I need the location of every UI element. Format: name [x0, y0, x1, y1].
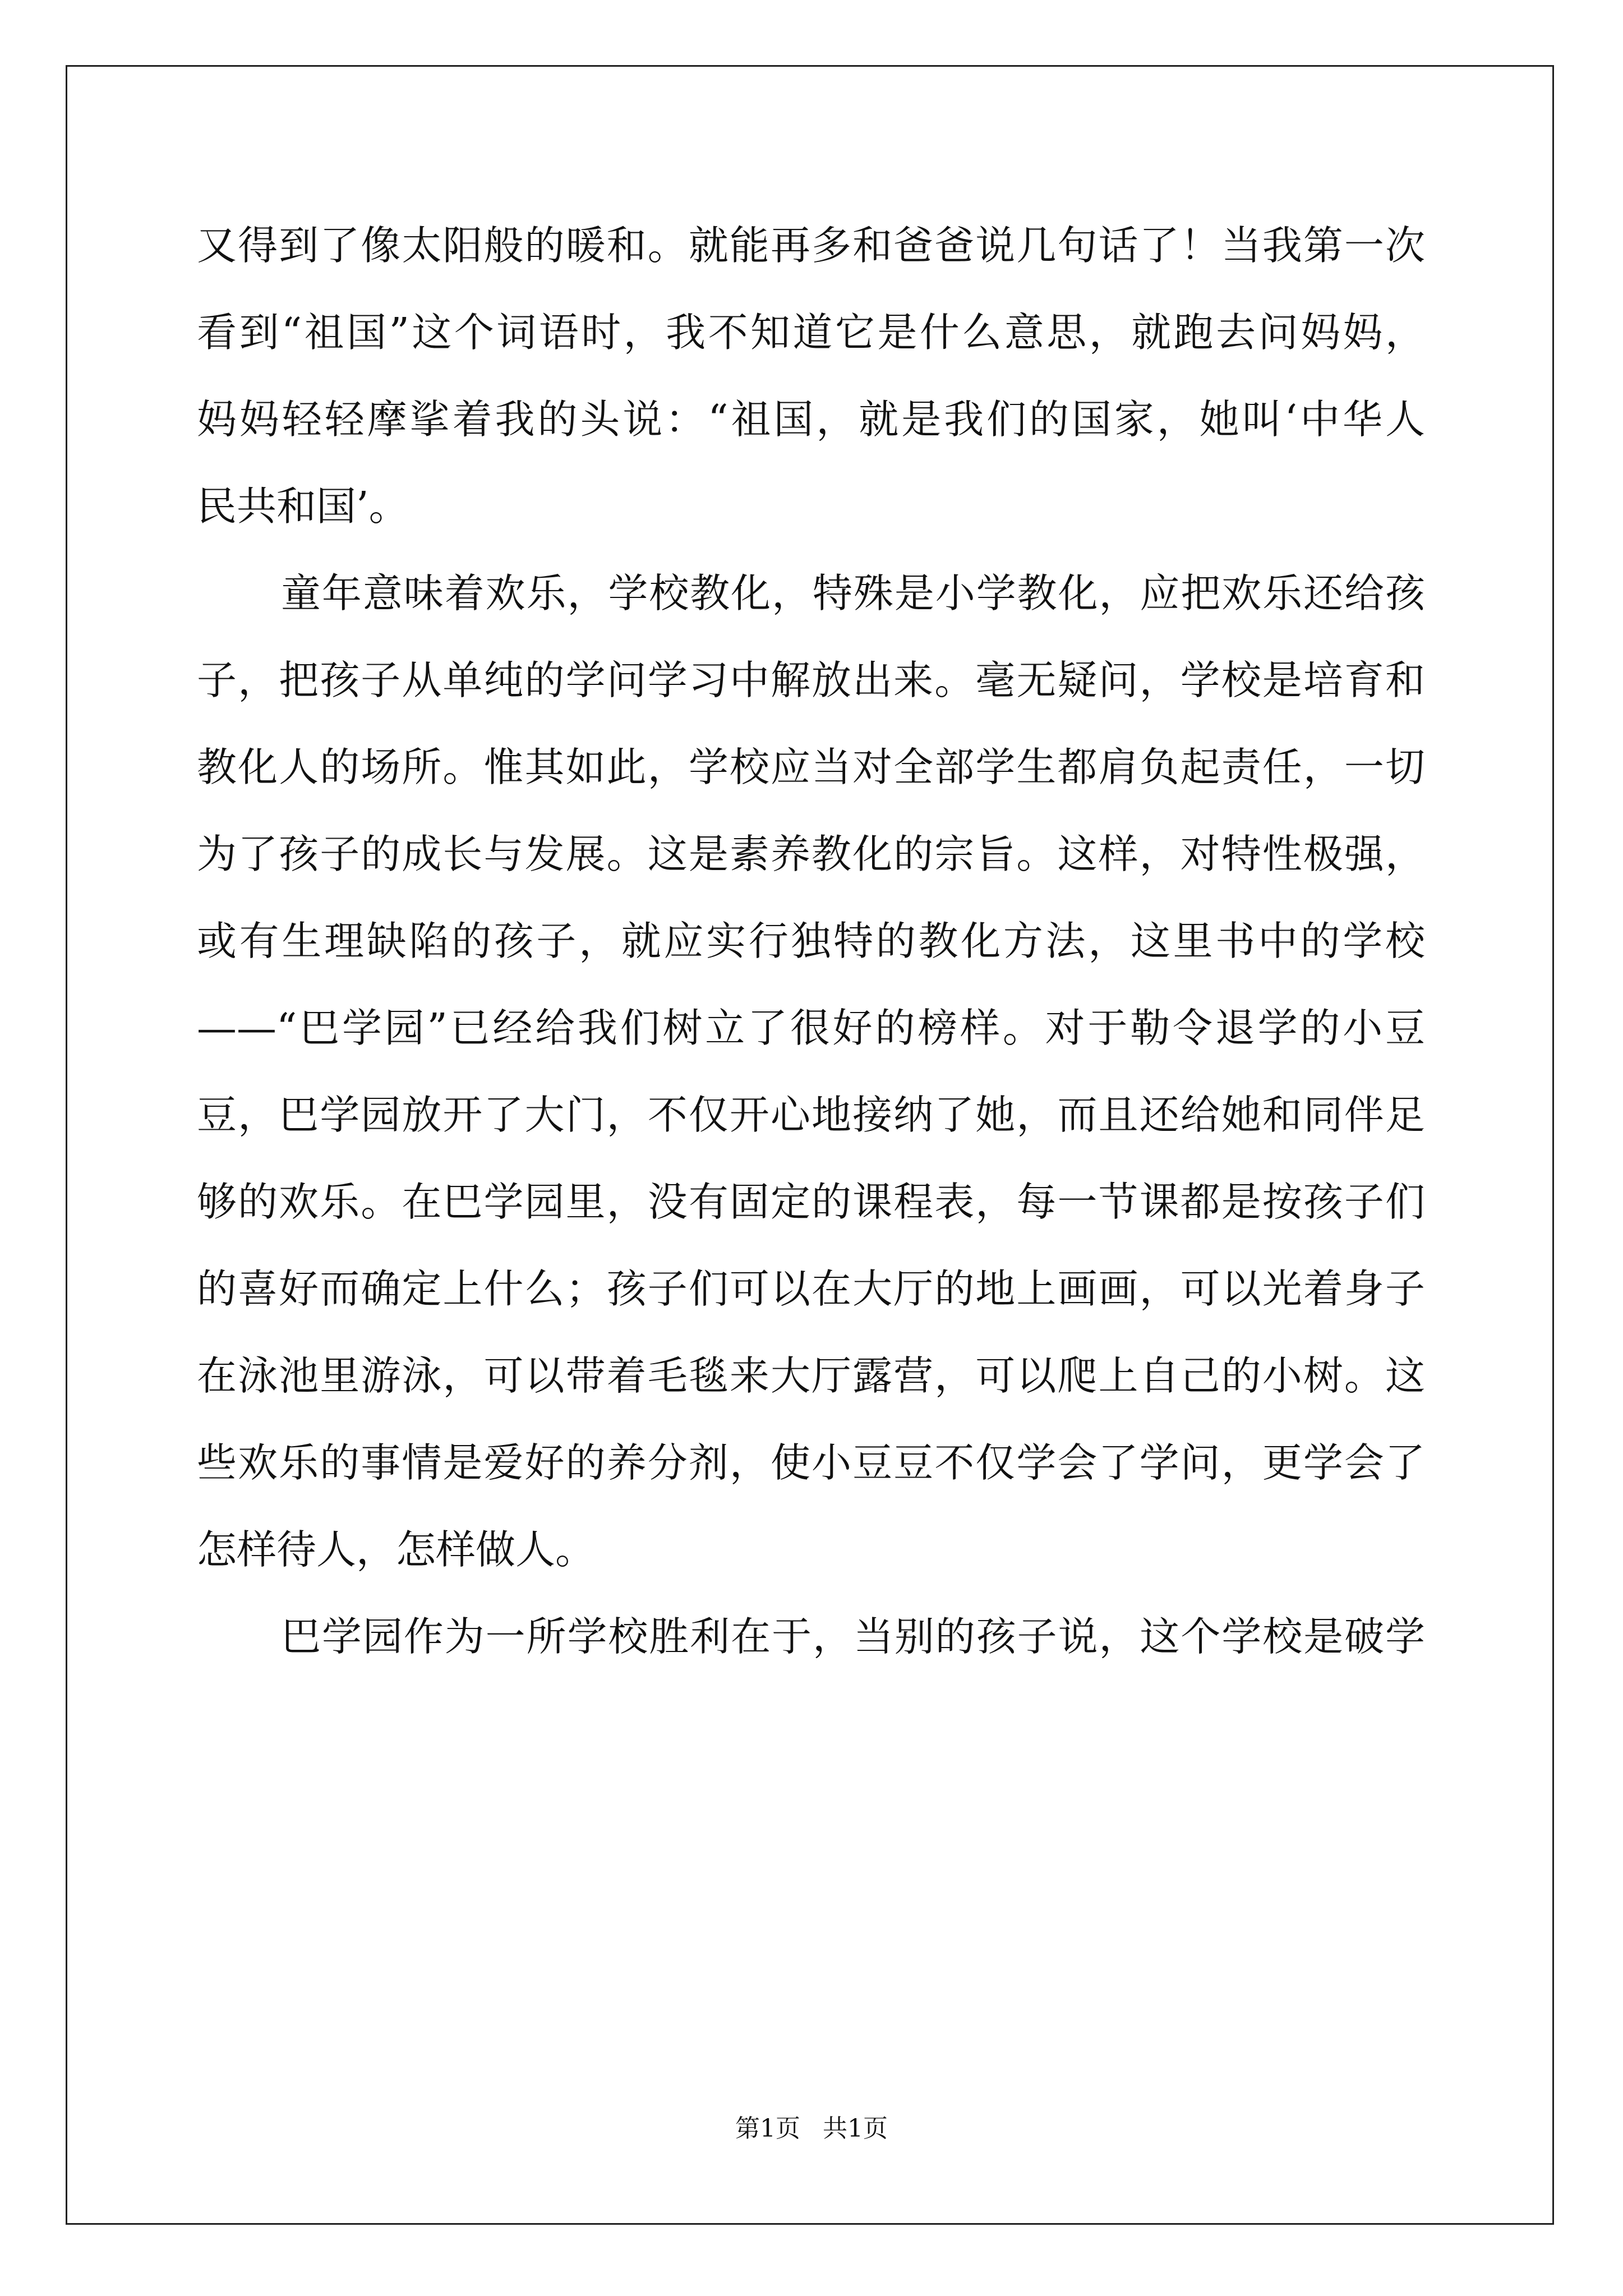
text-line: 些欢乐的事情是爱好的养分剂，使小豆豆不仅学会了学问，更学会了: [197, 1439, 1425, 1486]
text-line: 看到“祖国”这个词语时，我不知道它是什么意思，就跑去问妈妈，: [197, 309, 1425, 356]
text-line: 教化人的场所。惟其如此，学校应当对全部学生都肩负起责任，一切: [197, 744, 1425, 790]
text-line: 够的欢乐。在巴学园里，没有固定的课程表，每一节课都是按孩子们: [197, 1179, 1425, 1225]
page-number-total: 共1页: [823, 2114, 888, 2143]
text-line: 的喜好而确定上什么；孩子们可以在大厅的地上画画，可以光着身子: [197, 1266, 1425, 1312]
paragraph-first-line: 童年意味着欢乐，学校教化，特殊是小学教化，应把欢乐还给孩: [281, 570, 1425, 616]
paragraph-first-line: 巴学园作为一所学校胜利在于，当别的孩子说，这个学校是破学: [281, 1613, 1425, 1660]
text-line: 或有生理缺陷的孩子，就应实行独特的教化方法，这里书中的学校: [197, 918, 1425, 964]
text-line: 妈妈轻轻摩挲着我的头说：“祖国，就是我们的国家，她叫‘中华人: [197, 396, 1425, 443]
page-footer: [0, 2113, 1623, 2145]
text-line: 为了孩子的成长与发展。这是素养教化的宗旨。这样，对特性极强，: [197, 831, 1425, 877]
text-line: ——“巴学园”已经给我们树立了很好的榜样。对于勒令退学的小豆: [197, 1005, 1425, 1051]
text-line: 又得到了像太阳般的暖和。就能再多和爸爸说几句话了！当我第一次: [197, 222, 1425, 269]
text-line: 在泳池里游泳，可以带着毛毯来大厅露营，可以爬上自己的小树。这: [197, 1352, 1425, 1399]
page-number-current: 第1页: [735, 2114, 800, 2143]
text-line: 子，把孩子从单纯的学问学习中解放出来。毫无疑问，学校是培育和: [197, 657, 1425, 703]
text-line: 怎样待人，怎样做人。: [197, 1526, 596, 1573]
text-line: 民共和国’。: [197, 483, 409, 530]
text-line: 豆，巴学园放开了大门，不仅开心地接纳了她，而且还给她和同伴足: [197, 1092, 1425, 1138]
